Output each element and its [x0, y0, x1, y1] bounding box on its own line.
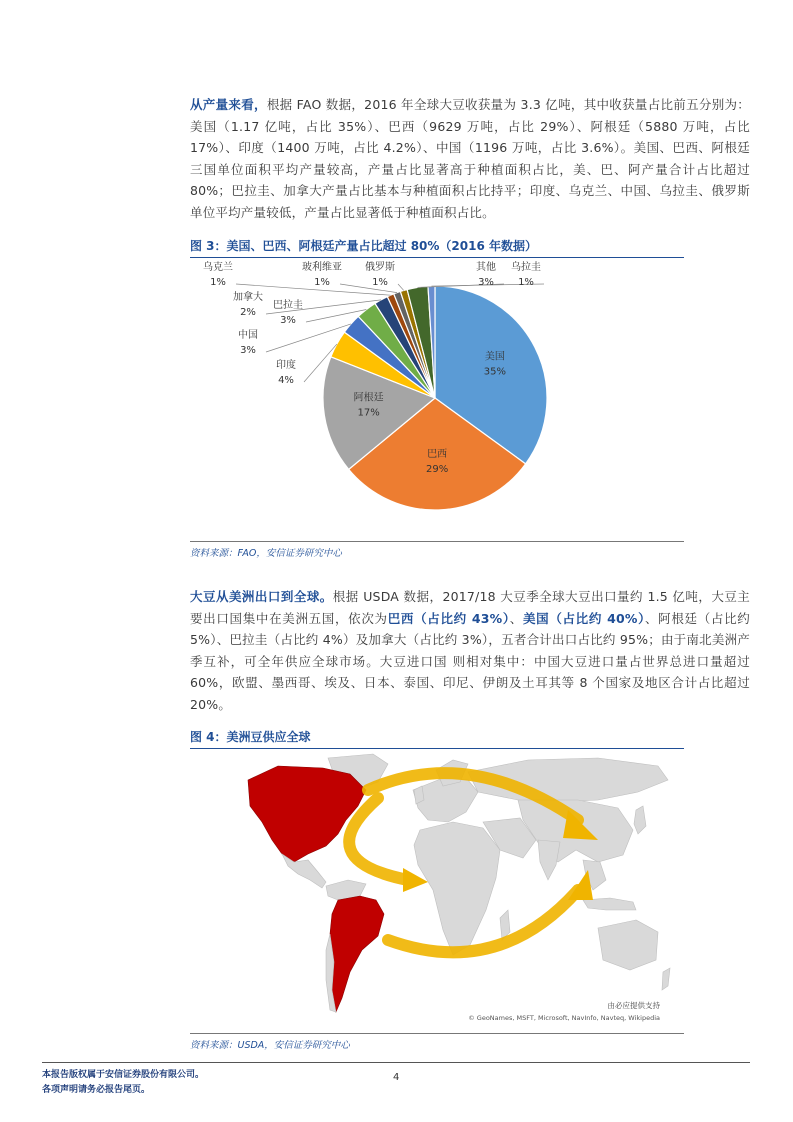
pie-slice-name: 印度 [276, 360, 296, 371]
pie-slice-name: 乌拉圭 [511, 262, 541, 273]
pie-slice-value: 4% [278, 375, 294, 386]
pie-slice-value: 3% [240, 345, 256, 356]
footer-divider [42, 1062, 750, 1063]
figure4-source: 资料来源：USDA，安信证券研究中心 [190, 1033, 684, 1051]
paragraph-lead: 从产量来看， [190, 97, 267, 112]
page-number: 4 [393, 1072, 400, 1083]
figure3-title: 图 3：美国、巴西、阿根廷产量占比超过 80%（2016 年数据） [190, 237, 684, 258]
footer-disclaimer [42, 1068, 204, 1098]
pie-slice-name: 加拿大 [233, 292, 263, 303]
pie-slice-value: 1% [210, 277, 226, 288]
pie-slice-name: 其他 [476, 262, 496, 273]
footer-line1: 本报告版权属于安信证券股份有限公司。 [42, 1070, 205, 1080]
pie-slice-name: 俄罗斯 [365, 262, 395, 273]
pie-slice-name: 美国 [484, 351, 505, 363]
paragraph-production [190, 94, 750, 223]
highlight-brazil: 巴西（占比约 43%） [387, 610, 510, 626]
footer-line2: 各项声明请务必报告尾页。 [42, 1085, 151, 1095]
highlight-us: 美国（占比约 40%） [522, 610, 645, 626]
pie-slice-value: 17% [357, 407, 380, 419]
pie-slice-name: 中国 [238, 330, 258, 341]
pie-slice-value: 1% [372, 277, 388, 288]
pie-slice-name: 巴拉圭 [273, 300, 303, 311]
paragraph-text: 根据 FAO 数据，2016 年全球大豆收获量为 3.3 亿吨，其中收获量占比前五分别为：美国（1.17 亿吨，占比 35%）、巴西（9629 万吨，占比 29%）、阿根廷（5880 万吨，占比 17%）、印度（1400 万吨，占比 4.2%）、中国（1196 万吨，占比 3.6%）。美国、巴西、阿根廷三国单位面积平均产量较高，产量占比显著高于种植面积占比，美、巴、阿产量合计占比超过 80%；巴拉圭、加拿大产量占比基本与种植面积占比持平；印度、乌克兰、中国、乌拉圭、俄罗斯单位平均产量较低，产量占比显著低于种植面积占比。 [190, 97, 750, 220]
pie-slice-value: 3% [280, 315, 296, 326]
pie-slice-name: 乌克兰 [203, 262, 233, 273]
pie-slice-value: 2% [240, 307, 256, 318]
pie-leader-line [398, 284, 404, 290]
pie-slice-value: 1% [314, 277, 330, 288]
pie-chart [190, 258, 684, 543]
separator: 、 [509, 610, 523, 626]
paragraph-text: 、阿根廷（占比约 5%）、巴拉圭（占比约 4%）及加拿大（占比约 3%），五者合计出口占比约 95%；由于南北美洲产季互补，可全年供应全球市场。大豆进口国 则相对集中：中国大豆进口量占世界总进口量超过 60%，欧盟、墨西哥、埃及、日本、泰国、印尼、伊朗及土耳其等 8 个国家及地区合计占比超过 20%。 [190, 610, 750, 712]
pie-slice-value: 1% [518, 277, 534, 288]
pie-leader-line [340, 284, 397, 293]
paragraph-lead: 大豆从美洲出口到全球。 [190, 589, 333, 604]
figure3-source: 资料来源：FAO，安信证券研究中心 [190, 541, 684, 559]
paragraph-export [190, 586, 750, 715]
figure4-title: 图 4：美洲豆供应全球 [190, 728, 684, 749]
pie-slice-value: 29% [425, 464, 449, 476]
pie-slice-value: 3% [478, 277, 494, 288]
map-credit-line2: © GeoNames, MSFT, Microsoft, NavInfo, Navteq, Wikipedia [468, 1014, 660, 1022]
map-credit-line1: 由必应提供支持 [607, 1001, 660, 1010]
pie-slice-name: 巴西 [427, 449, 448, 461]
pie-slice-name: 阿根廷 [353, 392, 384, 404]
pie-slice-name: 玻利维亚 [302, 262, 342, 273]
world-map [238, 750, 678, 1030]
pie-slice-value: 35% [483, 366, 506, 378]
paragraph-text: 根据 USDA 数据，2017/18 大豆季全球大豆出口量约 1.5 亿吨，大豆主要出口国集中在美洲五国，依次为 [190, 589, 751, 626]
